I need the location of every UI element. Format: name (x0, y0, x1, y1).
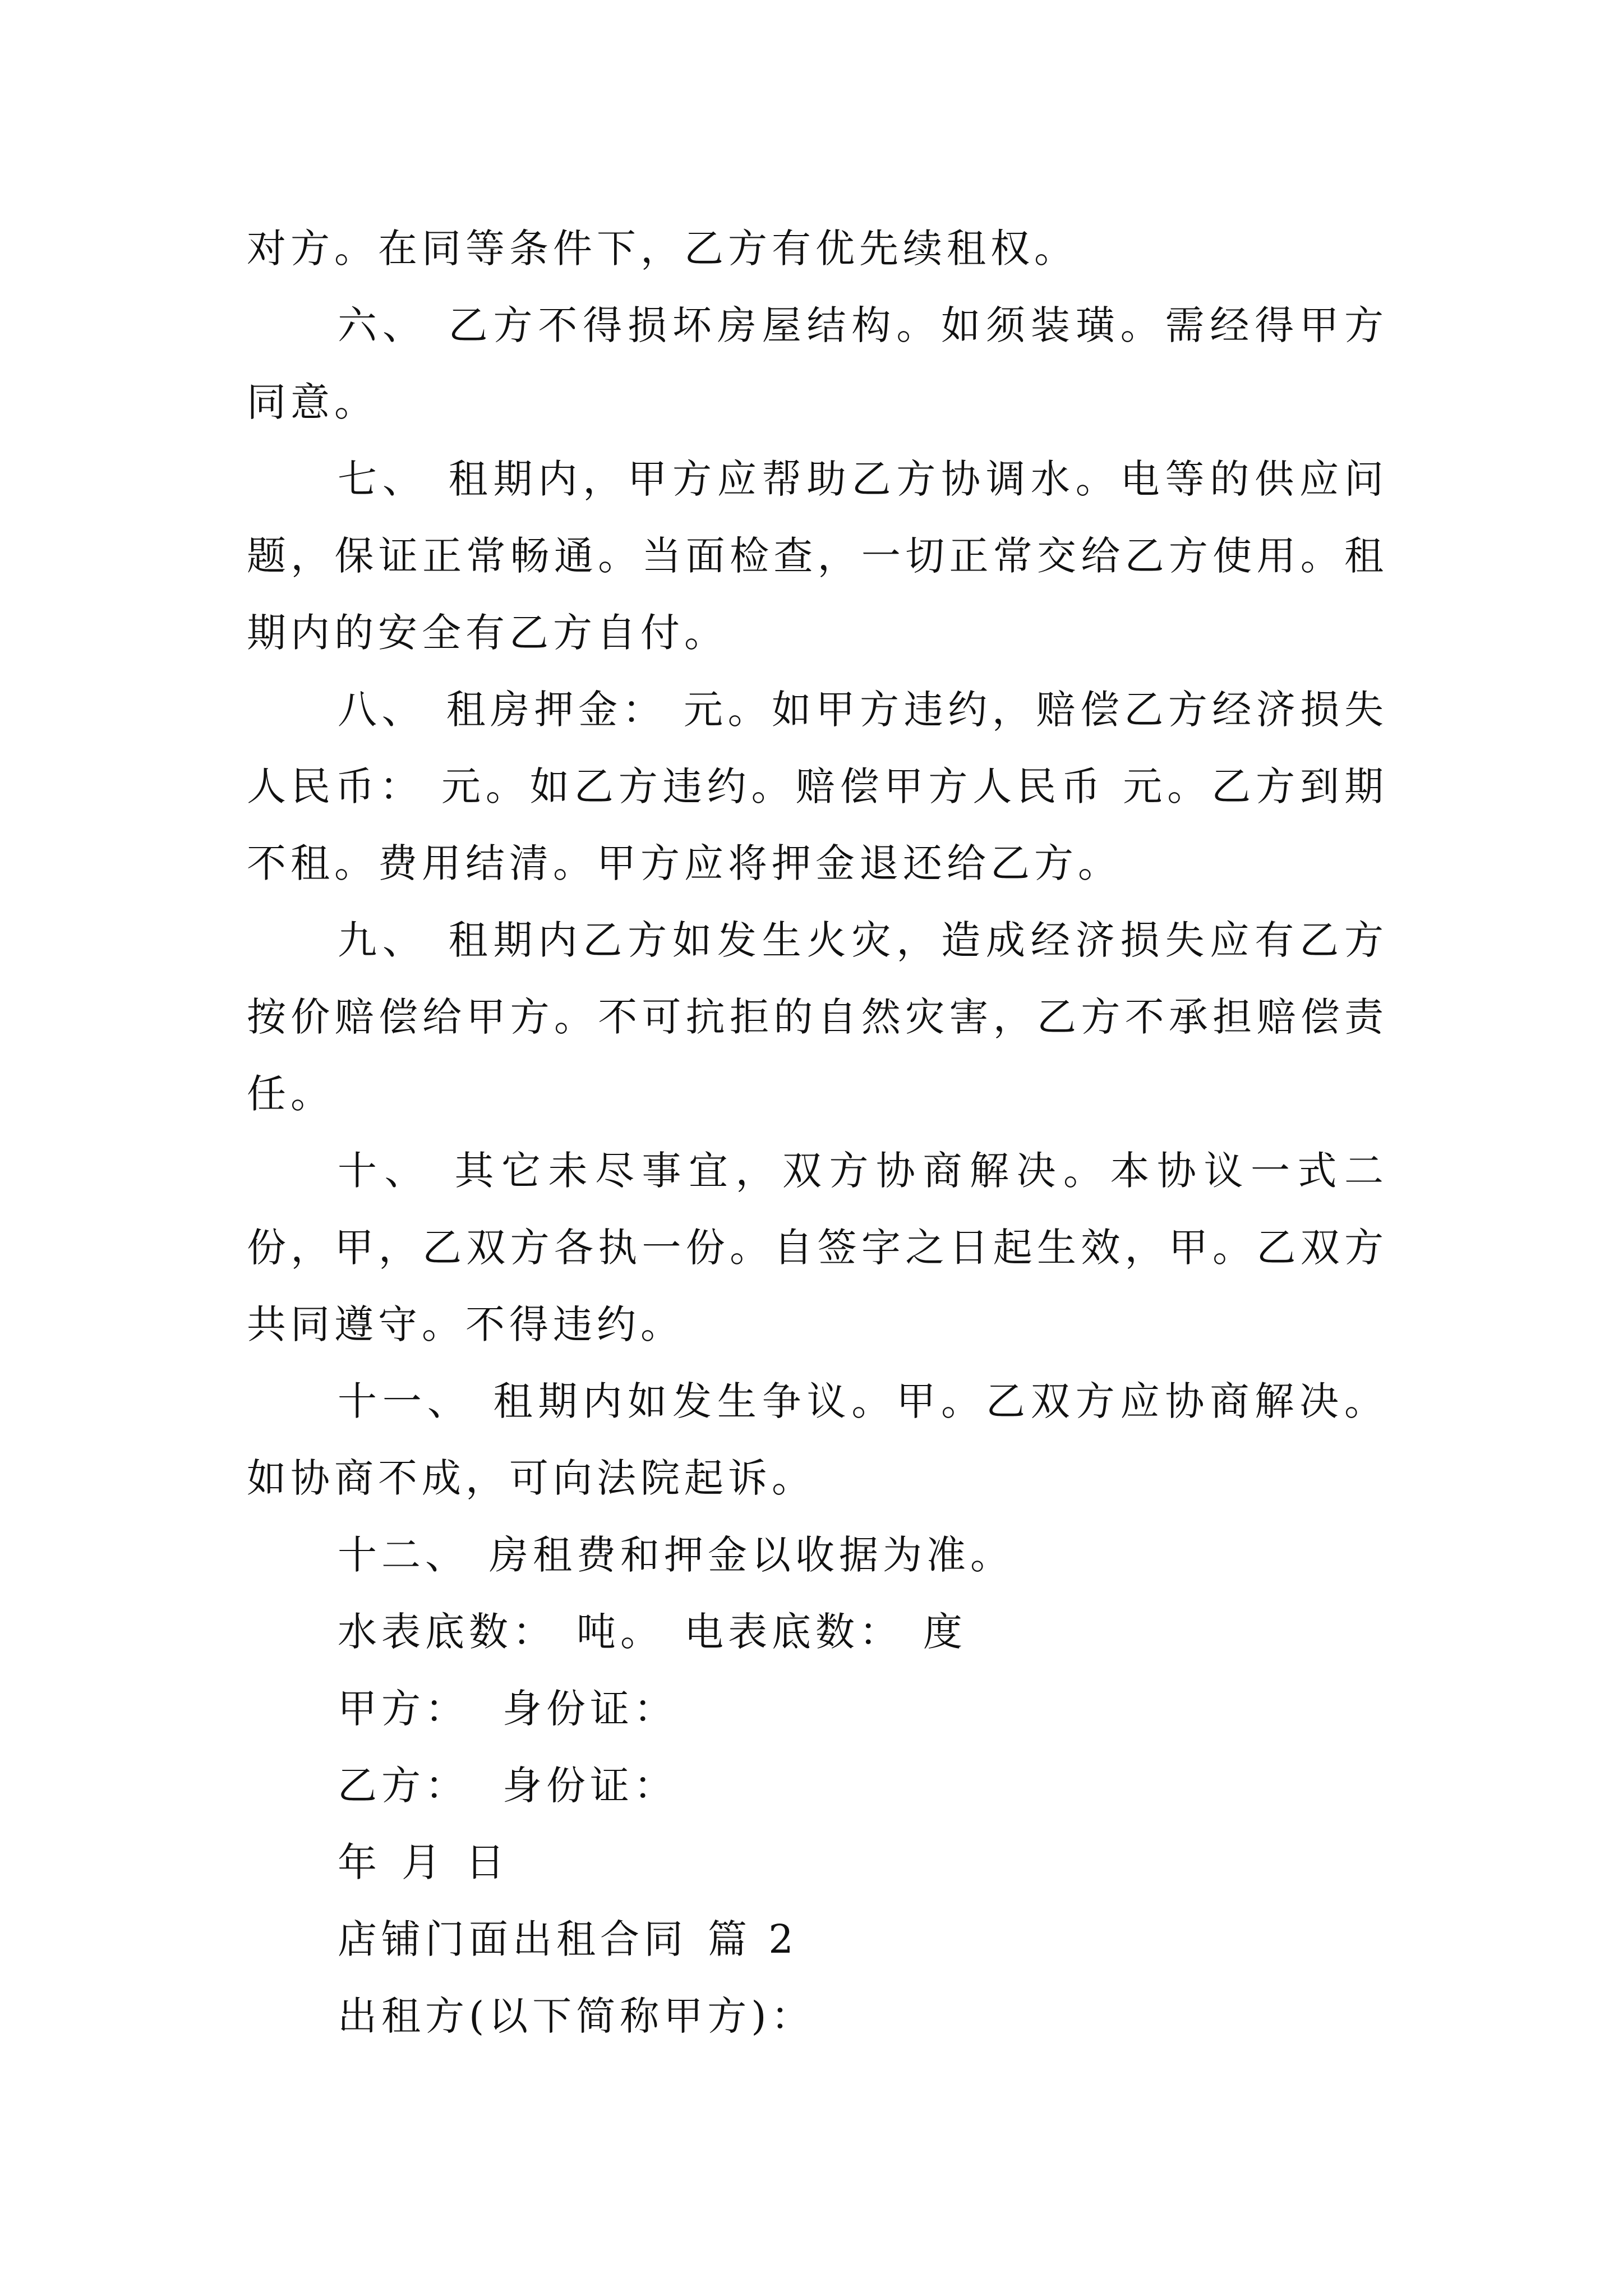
clause-number: 六、 (338, 302, 427, 348)
clause-text: 租期内如发生争议。甲。乙双方应协商解决。如协商不成，可向法院起诉。 (247, 1378, 1388, 1501)
clause-number: 十二、 (338, 1532, 469, 1578)
signing-date (247, 1824, 1388, 1901)
clause-text: 租期内乙方如发生火灾，造成经济损失应有乙方按价赔偿给甲方。不可抗拒的自然灾害，乙方不承担赔偿责任。 (247, 917, 1389, 1117)
clause-text: 房租费和押金以收据为准。 (489, 1532, 1014, 1578)
electric-meter-unit: 度 (923, 1609, 967, 1655)
meter-readings (247, 1594, 1388, 1671)
clause-number: 十、 (338, 1148, 431, 1194)
clause-number: 八、 (338, 687, 426, 733)
clause-number: 九、 (338, 917, 427, 963)
lessor-line (247, 1978, 1388, 2055)
party-a-signature (247, 1671, 1388, 1747)
clause-8 (247, 671, 1388, 902)
date-day: 日 (465, 1839, 509, 1885)
clause-11 (247, 1363, 1388, 1517)
electric-meter-label: 电表底数： (684, 1609, 903, 1655)
clause-number: 七、 (338, 456, 427, 502)
section-number: 篇 2 (708, 1916, 798, 1962)
clause-number: 十一、 (338, 1378, 472, 1424)
section-heading (247, 1901, 1388, 1978)
date-year: 年 (338, 1839, 381, 1885)
clause-text: 其它未尽事宜，双方协商解决。本协议一式二份，甲，乙双方各执一份。自签字之日起生效，甲。乙双方共同遵守。不得违约。 (247, 1148, 1388, 1347)
document-body (247, 210, 1388, 2055)
clause-6 (247, 287, 1388, 441)
section-title: 店铺门面出租合同 (338, 1916, 688, 1962)
paragraph-text: 对方。在同等条件下，乙方有优先续租权。 (247, 226, 1078, 272)
water-meter-unit: 吨。 (577, 1609, 664, 1655)
paragraph-continuation (247, 210, 1388, 287)
date-month: 月 (402, 1839, 445, 1885)
party-b-label: 乙方： (338, 1763, 469, 1809)
clause-7 (247, 441, 1388, 671)
water-meter-label: 水表底数： (338, 1609, 556, 1655)
lessor-label: 出租方(以下简称甲方)： (338, 1993, 815, 2039)
clause-text: 乙方不得损坏房屋结构。如须装璜。需经得甲方同意。 (247, 302, 1389, 425)
party-b-signature (247, 1747, 1388, 1824)
party-a-id-label: 身份证： (502, 1686, 677, 1732)
clause-10 (247, 1133, 1388, 1363)
party-b-id-label: 身份证： (502, 1763, 677, 1809)
clause-12 (247, 1517, 1388, 1594)
clause-9 (247, 902, 1388, 1133)
party-a-label: 甲方： (338, 1686, 469, 1732)
clause-text: 租期内，甲方应帮助乙方协调水。电等的供应问题，保证正常畅通。当面检查，一切正常交给乙方使用。租期内的安全有乙方自付。 (247, 456, 1389, 656)
clause-text: 租房押金： 元。如甲方违约，赔偿乙方经济损失人民币： 元。如乙方违约。赔偿甲方人民币 元。乙方到期不租。费用结清。甲方应将押金退还给乙方。 (247, 687, 1388, 886)
